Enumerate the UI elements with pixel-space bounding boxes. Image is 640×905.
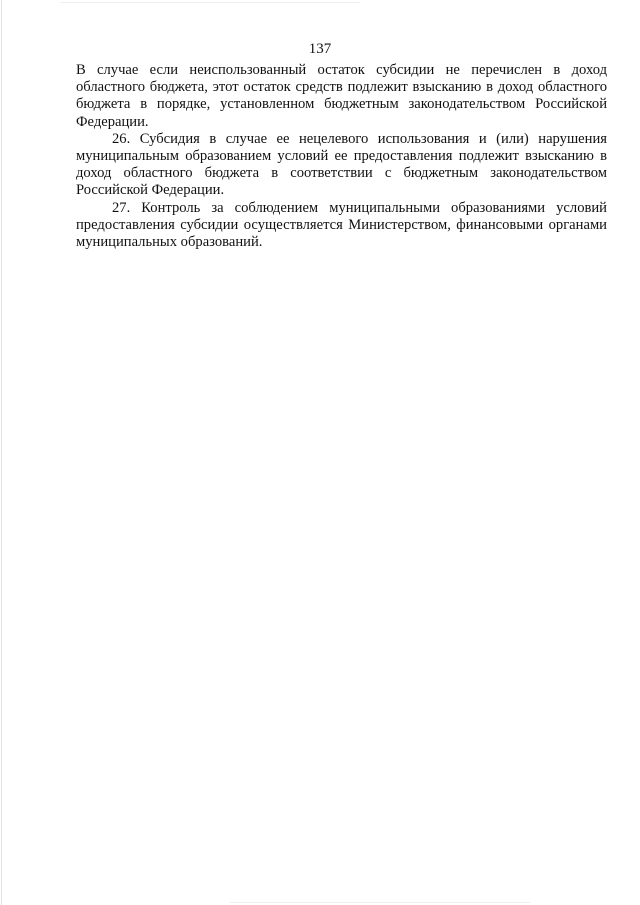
paragraph-27: 27. Контроль за соблюдением муниципальными образованиями условий предоставления субсидии осуществляется Министерством, финансовыми органами муниципальных образований. — [76, 199, 607, 251]
scan-edge-bottom — [230, 902, 530, 903]
page-number: 137 — [308, 41, 332, 57]
paragraph-continuation: В случае если неиспользованный остаток субсидии не перечислен в доход областного бюджета, этот остаток средств подлежит взысканию в доход областного бюджета в порядке, установленном бюджетным законодательством Российской Федерации. — [76, 62, 607, 130]
document-body — [76, 62, 607, 251]
scan-edge-left — [1, 0, 2, 905]
scan-edge-top — [60, 2, 360, 3]
paragraph-26: 26. Субсидия в случае ее нецелевого использования и (или) нарушения муниципальным образованием условий ее предоставления подлежит взысканию в доход областного бюджета в соответствии с бюджетным законодательством Российской Федерации. — [76, 130, 607, 199]
